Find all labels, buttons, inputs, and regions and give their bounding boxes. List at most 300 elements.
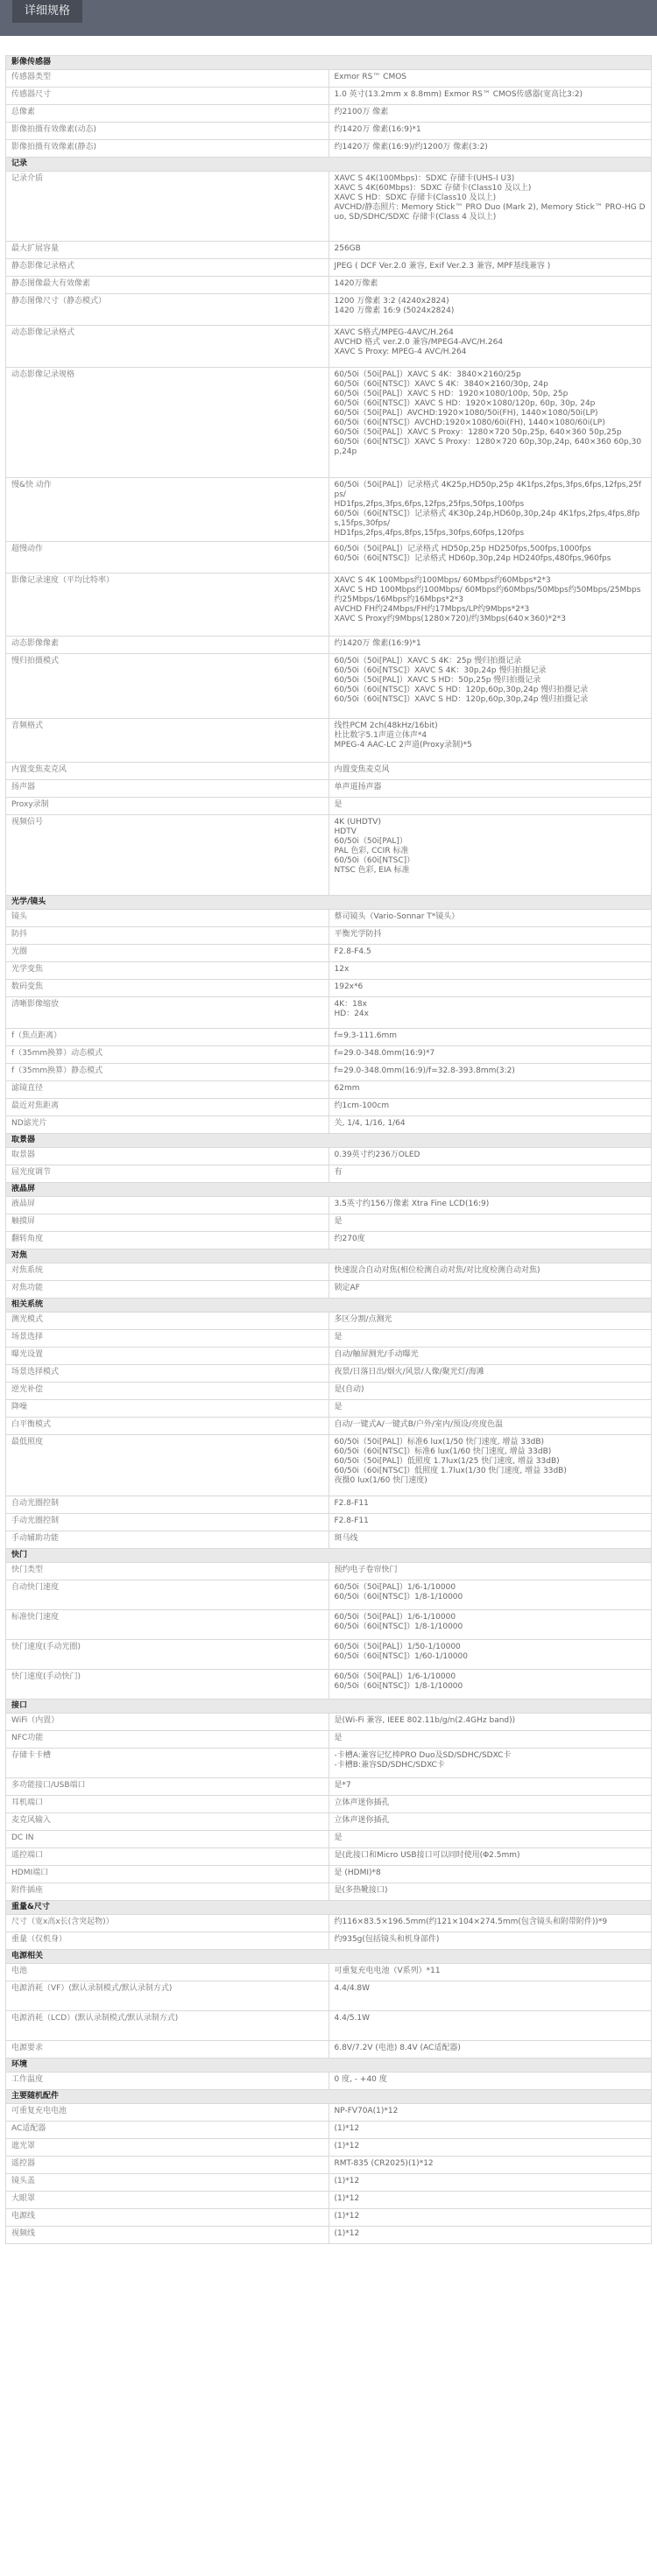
spec-value-line: 是: [334, 1734, 343, 1742]
spec-value-line: 60/50i（60i[NTSC]）记录格式 4K30p,24p,HD60p,30p,24p 4K1fps,2fps,4fps,8fps,15fps,30fps/: [334, 510, 640, 528]
spec-value-line: 62mm: [334, 1084, 360, 1093]
section-title: 取景器: [6, 1134, 652, 1148]
spec-value-line: 4K：18x: [334, 1000, 367, 1009]
spec-value-line: 60/50i（50i[PAL]）XAVC S HD：1920×1080/100p, 50p, 25p: [334, 390, 569, 398]
spec-label: 曝光设置: [6, 1348, 329, 1365]
spec-row: [6, 2104, 652, 2122]
spec-row: [6, 1365, 652, 1383]
spec-value-line: 6.8V/7.2V (电池) 8.4V (AC适配器): [334, 2044, 461, 2052]
spec-value: [328, 1866, 652, 1883]
spec-value-line: XAVC S HD：SDXC 存储卡(Class10 及以上): [334, 194, 497, 202]
spec-value: [328, 1883, 652, 1901]
spec-label: 多功能接口/USB端口: [6, 1778, 329, 1796]
spec-value-line: 斑马线: [334, 1534, 358, 1543]
spec-value: [328, 997, 652, 1029]
spec-value-line: 60/50i（50i[PAL]）XAVC S Proxy：1280×720 50p,25p, 640×360 50p,25p: [334, 428, 622, 437]
section-header: [6, 2059, 652, 2073]
spec-value: [328, 542, 652, 574]
spec-row: [6, 1400, 652, 1418]
spec-value: [328, 798, 652, 815]
spec-row: [6, 1148, 652, 1165]
spec-value-line: 约2100万 像素: [334, 108, 389, 116]
spec-row: [6, 1214, 652, 1232]
spec-value-line: AVCHD/静态照片: Memory Stick™ PRO Duo (Mark 2), Memory Stick™ PRO-HG Duo, SD/SDHC/SDXC 存储卡(Class 4 及以上): [334, 203, 646, 222]
spec-value-line: -卡槽A:兼容记忆棒PRO Duo及SD/SDHC/SDXC卡: [334, 1751, 512, 1760]
spec-value-line: 约1cm-100cm: [334, 1101, 390, 1110]
spec-label: f（35mm换算）静态模式: [6, 1064, 329, 1081]
spec-value-line: 4.4/4.8W: [334, 1984, 371, 1993]
section-title: 接口: [6, 1700, 652, 1714]
spec-row: [6, 326, 652, 368]
spec-label: WiFi（内置）: [6, 1714, 329, 1731]
spec-row: [6, 1165, 652, 1183]
spec-value-line: JPEG ( DCF Ver.2.0 兼容, Exif Ver.2.3 兼容, MPF基线兼容 ): [334, 262, 551, 271]
spec-label: 最低照度: [6, 1435, 329, 1496]
spec-row: [6, 2192, 652, 2209]
spec-label: 白平衡模式: [6, 1418, 329, 1435]
spec-value-line: 是: [334, 800, 343, 809]
spec-value: [328, 763, 652, 780]
spec-value-line: 是: [334, 1333, 343, 1341]
spec-value: [328, 780, 652, 798]
spec-label: 手动辅助功能: [6, 1531, 329, 1549]
spec-value-line: NP-FV70A(1)*12: [334, 2107, 399, 2115]
spec-value-line: AVCHD FH约24Mbps/FH约17Mbps/LP约9Mbps*2*3: [334, 605, 530, 614]
spec-value-line: 立体声迷你插孔: [334, 1816, 390, 1825]
spec-value-line: 夜摄0 lux(1/60 快门速度): [334, 1476, 427, 1485]
spec-value: [328, 478, 652, 542]
spec-row: [6, 1640, 652, 1670]
spec-value: [328, 88, 652, 105]
spec-value: [328, 70, 652, 88]
section-header: [6, 896, 652, 910]
spec-value: [328, 1831, 652, 1848]
spec-value: [328, 1281, 652, 1299]
spec-label: 光圈: [6, 945, 329, 962]
spec-row: [6, 1932, 652, 1950]
spec-value: [328, 1813, 652, 1831]
spec-value: [328, 2104, 652, 2122]
spec-value: [328, 1714, 652, 1731]
spec-value: [328, 1099, 652, 1116]
spec-table-body: [6, 56, 652, 2244]
spec-row: [6, 1531, 652, 1549]
spec-value-line: 60/50i（60i[NTSC]）记录格式 HD60p,30p,24p HD240fps,480fps,960fps: [334, 554, 611, 563]
spec-row: [6, 574, 652, 637]
spec-label: f（焦点距离）: [6, 1029, 329, 1046]
spec-label: 降噪: [6, 1400, 329, 1418]
spec-value: [328, 1029, 652, 1046]
spec-value: [328, 2157, 652, 2174]
spec-row: [6, 1848, 652, 1866]
spec-value-line: 3.5英寸约156万像素 Xtra Fine LCD(16:9): [334, 1200, 490, 1208]
spec-value: [328, 1848, 652, 1866]
spec-label: 超慢动作: [6, 542, 329, 574]
spec-value-line: HD1fps,2fps,4fps,8fps,15fps,30fps,60fps,120fps: [334, 529, 525, 538]
spec-value: [328, 1796, 652, 1813]
spec-row: [6, 780, 652, 798]
spec-row: [6, 1046, 652, 1064]
spec-label: 数码变焦: [6, 980, 329, 997]
spec-row: [6, 123, 652, 140]
spec-row: [6, 70, 652, 88]
spec-value: [328, 2209, 652, 2227]
spec-value-line: (1)*12: [334, 2142, 360, 2150]
spec-value: [328, 2073, 652, 2090]
spec-row: [6, 910, 652, 927]
spec-value-line: -卡槽B:兼容SD/SDHC/SDXC卡: [334, 1761, 445, 1770]
spec-value-line: 单声道扬声器: [334, 783, 382, 792]
spec-value-line: 1.0 英寸(13.2mm x 8.8mm) Exmor RS™ CMOS传感器(宽高比3:2): [334, 90, 583, 99]
spec-row: [6, 2209, 652, 2227]
spec-value-line: 60/50i（60i[NTSC]）XAVC S 4K：30p,24p 慢归拍摄记录: [334, 666, 547, 675]
spec-row: [6, 1731, 652, 1749]
spec-row: [6, 1383, 652, 1400]
spec-value: [328, 1749, 652, 1778]
spec-value-line: 多区分割/点测光: [334, 1315, 392, 1324]
spec-value-line: RMT-835 (CR2025)(1)*12: [334, 2159, 434, 2168]
section-title: 影像传感器: [6, 56, 652, 70]
spec-table: [5, 55, 652, 2244]
spec-label: 液晶屏: [6, 1197, 329, 1214]
spec-label: 电池: [6, 1964, 329, 1981]
spec-value-line: 杜比数字5.1声道立体声*4: [334, 731, 427, 740]
spec-value: [328, 2192, 652, 2209]
spec-value: [328, 2174, 652, 2192]
spec-value-line: 60/50i（60i[NTSC]）1/8-1/10000: [334, 1682, 463, 1691]
spec-label: 动态影像像素: [6, 637, 329, 654]
spec-row: [6, 1610, 652, 1640]
spec-label: 镜头盖: [6, 2174, 329, 2192]
spec-row: [6, 1348, 652, 1365]
spec-value-line: 60/50i（60i[NTSC]）低照度 1.7lux(1/30 快门速度, 增益 33dB): [334, 1467, 567, 1475]
spec-row: [6, 1714, 652, 1731]
spec-row: [6, 719, 652, 763]
spec-row: [6, 2122, 652, 2139]
spec-label: 对焦功能: [6, 1281, 329, 1299]
spec-label: 测光模式: [6, 1313, 329, 1330]
section-title: 环境: [6, 2059, 652, 2073]
spec-label: 场景选择: [6, 1330, 329, 1348]
spec-label: 影像记录速度（平均比特率）: [6, 574, 329, 637]
spec-label: 大眼罩: [6, 2192, 329, 2209]
spec-value: [328, 1435, 652, 1496]
spec-value-line: 60/50i（60i[NTSC]）1/60-1/10000: [334, 1652, 468, 1661]
spec-value-line: 是: [334, 1217, 343, 1226]
top-bar: [0, 0, 657, 36]
spec-value-line: 60/50i（60i[NTSC]）AVCHD:1920×1080/60i(FH), 1440×1080/60i(LP): [334, 419, 605, 427]
spec-value-line: 约270度: [334, 1235, 365, 1243]
spec-value: [328, 2227, 652, 2244]
spec-value-line: 0 度, - +40 度: [334, 2075, 387, 2084]
spec-value: [328, 2011, 652, 2041]
spec-value: [328, 259, 652, 277]
spec-value-line: 自动/触屏测光/手动曝光: [334, 1350, 419, 1359]
spec-label: 镜头: [6, 910, 329, 927]
spec-value: [328, 242, 652, 259]
section-header: [6, 1134, 652, 1148]
spec-row: [6, 277, 652, 294]
spec-label: 标准快门速度: [6, 1610, 329, 1640]
spec-value-line: XAVC S 4K 100Mbps约100Mbps/ 60Mbps约60Mbps*2*3: [334, 576, 551, 585]
spec-value-line: HD1fps,2fps,3fps,6fps,12fps,25fps,50fps,100fps: [334, 500, 525, 509]
spec-value: [328, 1514, 652, 1531]
spec-value-line: 是(此接口和Micro USB接口可以同时使用(Φ2.5mm): [334, 1851, 520, 1860]
spec-value-line: XAVC S格式/MPEG-4AVC/H.264: [334, 328, 454, 337]
spec-label: 遥控器: [6, 2157, 329, 2174]
spec-label: 静态图像最大有效像素: [6, 277, 329, 294]
spec-value-line: 0.39英寸约236万OLED: [334, 1151, 420, 1159]
spec-row: [6, 1580, 652, 1610]
section-title: 对焦: [6, 1249, 652, 1263]
spec-label: 视频线: [6, 2227, 329, 2244]
spec-row: [6, 1313, 652, 1330]
spec-row: [6, 2139, 652, 2157]
spec-label: 慢&快 动作: [6, 478, 329, 542]
spec-value-line: 60/50i（50i[PAL]）XAVC S 4K：25p 慢归拍摄记录: [334, 657, 522, 665]
spec-value: [328, 1580, 652, 1610]
section-header: [6, 1700, 652, 1714]
spec-label: 自动光圈控制: [6, 1496, 329, 1514]
spec-value-line: 4K (UHDTV): [334, 818, 381, 827]
spec-row: [6, 962, 652, 980]
spec-value-line: XAVC S 4K(60Mbps)：SDXC 存储卡(Class10 及以上): [334, 184, 532, 193]
spec-value-line: 60/50i（60i[NTSC]）: [334, 856, 415, 865]
spec-row: [6, 1796, 652, 1813]
spec-value: [328, 326, 652, 368]
spec-value-line: XAVC S Proxy约9Mbps(1280×720)/约3Mbps(640×360)*2*3: [334, 615, 567, 623]
spec-row: [6, 1981, 652, 2011]
spec-value: [328, 1263, 652, 1281]
spec-row: [6, 815, 652, 896]
spec-row: [6, 242, 652, 259]
spec-value: [328, 1214, 652, 1232]
spec-label: HDMI端口: [6, 1866, 329, 1883]
spec-value-line: 约935g(包括镜头和机身部件): [334, 1935, 440, 1944]
spec-row: [6, 294, 652, 326]
section-header: [6, 1183, 652, 1197]
spec-label: 最近对焦距离: [6, 1099, 329, 1116]
spec-label: AC适配器: [6, 2122, 329, 2139]
section-title: 相关系统: [6, 1299, 652, 1313]
spec-value-line: 预约电子卷帘快门: [334, 1566, 398, 1574]
spec-row: [6, 1081, 652, 1099]
section-title: 光学/镜头: [6, 896, 652, 910]
spec-value: [328, 294, 652, 326]
spec-value-line: 线性PCM 2ch(48kHz/16bit): [334, 721, 438, 730]
spec-row: [6, 1778, 652, 1796]
section-title: 电源相关: [6, 1950, 652, 1964]
spec-label: 最大扩展容量: [6, 242, 329, 259]
spec-value-line: 4.4/5.1W: [334, 2014, 371, 2023]
spec-value-line: 192x*6: [334, 982, 364, 991]
spec-label: 滤镜直径: [6, 1081, 329, 1099]
spec-value-line: 60/50i（50i[PAL]）1/6-1/10000: [334, 1672, 456, 1681]
spec-value-line: f=29.0-348.0mm(16:9)/f=32.8-393.8mm(3:2): [334, 1066, 515, 1075]
spec-value: [328, 2041, 652, 2059]
spec-value: [328, 719, 652, 763]
spec-label: 翻转角度: [6, 1232, 329, 1249]
spec-value: [328, 1610, 652, 1640]
spec-label: 附件插座: [6, 1883, 329, 1901]
spec-value: [328, 1778, 652, 1796]
spec-row: [6, 1197, 652, 1214]
spec-label: NFC功能: [6, 1731, 329, 1749]
spec-value: [328, 910, 652, 927]
spec-label: 慢归拍摄模式: [6, 654, 329, 719]
spec-value: [328, 1330, 652, 1348]
spec-label: 对焦系统: [6, 1263, 329, 1281]
spec-value-line: 是*7: [334, 1781, 351, 1790]
spec-row: [6, 763, 652, 780]
spec-label: 内置变焦麦克风: [6, 763, 329, 780]
spec-value-line: 1200 万像素 3:2 (4240x2824): [334, 297, 449, 306]
spec-label: 尺寸（宽x高x长(含突起物)）: [6, 1915, 329, 1932]
spec-row: [6, 1964, 652, 1981]
spec-row: [6, 1330, 652, 1348]
spec-row: [6, 798, 652, 815]
spec-value-line: 是: [334, 1403, 343, 1411]
spec-value-line: 60/50i（60i[NTSC]）XAVC S HD：1920×1080/120p, 60p, 30p, 24p: [334, 399, 596, 408]
spec-label: 工作温度: [6, 2073, 329, 2090]
spec-row: [6, 1831, 652, 1848]
spec-label: 影像拍摄有效像素(静态): [6, 140, 329, 158]
spec-value: [328, 2122, 652, 2139]
spec-row: [6, 1099, 652, 1116]
spec-value-line: f=29.0-348.0mm(16:9)*7: [334, 1049, 435, 1058]
spec-value-line: 可重复充电电池（V系列）*11: [334, 1967, 441, 1975]
spec-label: 静态影像记录格式: [6, 259, 329, 277]
spec-row: [6, 542, 652, 574]
spec-label: 屈光度调节: [6, 1165, 329, 1183]
spec-value: [328, 2139, 652, 2157]
spec-value-line: 自动/一键式A/一键式B/户外/室内/预设/亮度色温: [334, 1420, 504, 1429]
spec-row: [6, 2011, 652, 2041]
spec-value-line: 60/50i（50i[PAL]）: [334, 837, 407, 846]
spec-value: [328, 1148, 652, 1165]
spec-value-line: PAL 色彩, CCIR 标准: [334, 847, 409, 855]
spec-value: [328, 1670, 652, 1700]
spec-value-line: 60/50i（50i[PAL]）1/6-1/10000: [334, 1613, 456, 1622]
spec-row: [6, 140, 652, 158]
spec-row: [6, 1915, 652, 1932]
spec-row: [6, 1563, 652, 1580]
spec-row: [6, 997, 652, 1029]
spec-value-line: 60/50i（50i[PAL]）XAVC S 4K：3840×2160/25p: [334, 370, 521, 379]
spec-row: [6, 1496, 652, 1514]
spec-label: 清晰影像缩放: [6, 997, 329, 1029]
section-title: 记录: [6, 158, 652, 172]
spec-value-line: (1)*12: [334, 2229, 360, 2238]
spec-row: [6, 1749, 652, 1778]
spec-label: f（35mm换算）动态模式: [6, 1046, 329, 1064]
spec-label: 重量（仅机身）: [6, 1932, 329, 1950]
spec-label: 快门类型: [6, 1563, 329, 1580]
spec-value-line: 60/50i（60i[NTSC]）1/8-1/10000: [334, 1593, 463, 1601]
spec-row: [6, 1232, 652, 1249]
spec-wrapper: [0, 36, 657, 2244]
spec-value: [328, 1165, 652, 1183]
spec-value: [328, 1232, 652, 1249]
spec-value-line: 60/50i（50i[PAL]）1/50-1/10000: [334, 1643, 461, 1651]
spec-row: [6, 172, 652, 242]
spec-value-line: 60/50i（60i[NTSC]）XAVC S 4K：3840×2160/30p, 24p: [334, 380, 548, 389]
spec-row: [6, 637, 652, 654]
spec-value: [328, 962, 652, 980]
spec-row: [6, 1883, 652, 1901]
spec-value-line: F2.8-F11: [334, 1517, 369, 1525]
section-header: [6, 1950, 652, 1964]
spec-label: 记录介质: [6, 172, 329, 242]
spec-value: [328, 1981, 652, 2011]
spec-label: 电源消耗（LCD）(默认录制模式/默认录制方式): [6, 2011, 329, 2041]
spec-value: [328, 637, 652, 654]
spec-label: 手动光圈控制: [6, 1514, 329, 1531]
spec-value: [328, 1418, 652, 1435]
spec-row: [6, 1418, 652, 1435]
spec-value-line: 12x: [334, 965, 350, 974]
section-title: 液晶屏: [6, 1183, 652, 1197]
spec-value-line: 60/50i（50i[PAL]）记录格式 4K25p,HD50p,25p 4K1fps,2fps,3fps,6fps,12fps,25fps/: [334, 481, 641, 499]
page-title: 详细规格: [12, 0, 82, 23]
spec-value-line: 1420 万像素 16:9 (5024x2824): [334, 306, 455, 315]
spec-value: [328, 1116, 652, 1134]
spec-value: [328, 1383, 652, 1400]
spec-value: [328, 815, 652, 896]
spec-value-line: 60/50i（50i[PAL]）XAVC S HD：50p,25p 慢归拍摄记录: [334, 676, 541, 685]
spec-value: [328, 654, 652, 719]
spec-value-line: 256GB: [334, 244, 361, 253]
spec-value: [328, 1915, 652, 1932]
spec-value-line: 60/50i（50i[PAL]）AVCHD:1920×1080/50i(FH), 1440×1080/50i(LP): [334, 409, 598, 418]
spec-value: [328, 1731, 652, 1749]
spec-value-line: (1)*12: [334, 2212, 360, 2221]
spec-value-line: 1420万像素: [334, 279, 378, 288]
spec-label: 逆光补偿: [6, 1383, 329, 1400]
spec-label: 遮光罩: [6, 2139, 329, 2157]
spec-label: 总像素: [6, 105, 329, 123]
spec-label: 存储卡卡槽: [6, 1749, 329, 1778]
spec-value-line: 立体声迷你插孔: [334, 1798, 390, 1807]
spec-value: [328, 1197, 652, 1214]
spec-row: [6, 478, 652, 542]
spec-row: [6, 1866, 652, 1883]
spec-value: [328, 1081, 652, 1099]
spec-label: 传感器尺寸: [6, 88, 329, 105]
spec-row: [6, 1813, 652, 1831]
spec-value-line: 平衡光学防抖: [334, 930, 382, 939]
spec-value-line: XAVC S HD 100Mbps约100Mbps/ 60Mbps约60Mbps/50Mbps约50Mbps/25Mbps约25Mbps/16Mbps约16Mbps*2*3: [334, 586, 641, 604]
spec-value-line: F2.8-F4.5: [334, 947, 371, 956]
spec-value: [328, 1365, 652, 1383]
spec-value-line: 是(多热靴接口): [334, 1886, 388, 1895]
spec-row: [6, 1263, 652, 1281]
spec-row: [6, 1514, 652, 1531]
spec-value: [328, 140, 652, 158]
spec-row: [6, 2227, 652, 2244]
spec-label: 动态影像记录规格: [6, 368, 329, 478]
spec-value-line: 60/50i（60i[NTSC]）XAVC S HD：120p,60p,30p,24p 慢归拍摄记录: [334, 686, 589, 694]
spec-label: 动态影像记录格式: [6, 326, 329, 368]
section-title: 快门: [6, 1549, 652, 1563]
spec-row: [6, 105, 652, 123]
spec-value-line: 约116×83.5×196.5mm(约121×104×274.5mm(包含镜头和附带附件))*9: [334, 1918, 608, 1926]
spec-label: 耳机端口: [6, 1796, 329, 1813]
spec-value-line: 关, 1/4, 1/16, 1/64: [334, 1119, 406, 1128]
spec-value: [328, 1064, 652, 1081]
spec-value: [328, 980, 652, 997]
spec-label: 自动快门速度: [6, 1580, 329, 1610]
